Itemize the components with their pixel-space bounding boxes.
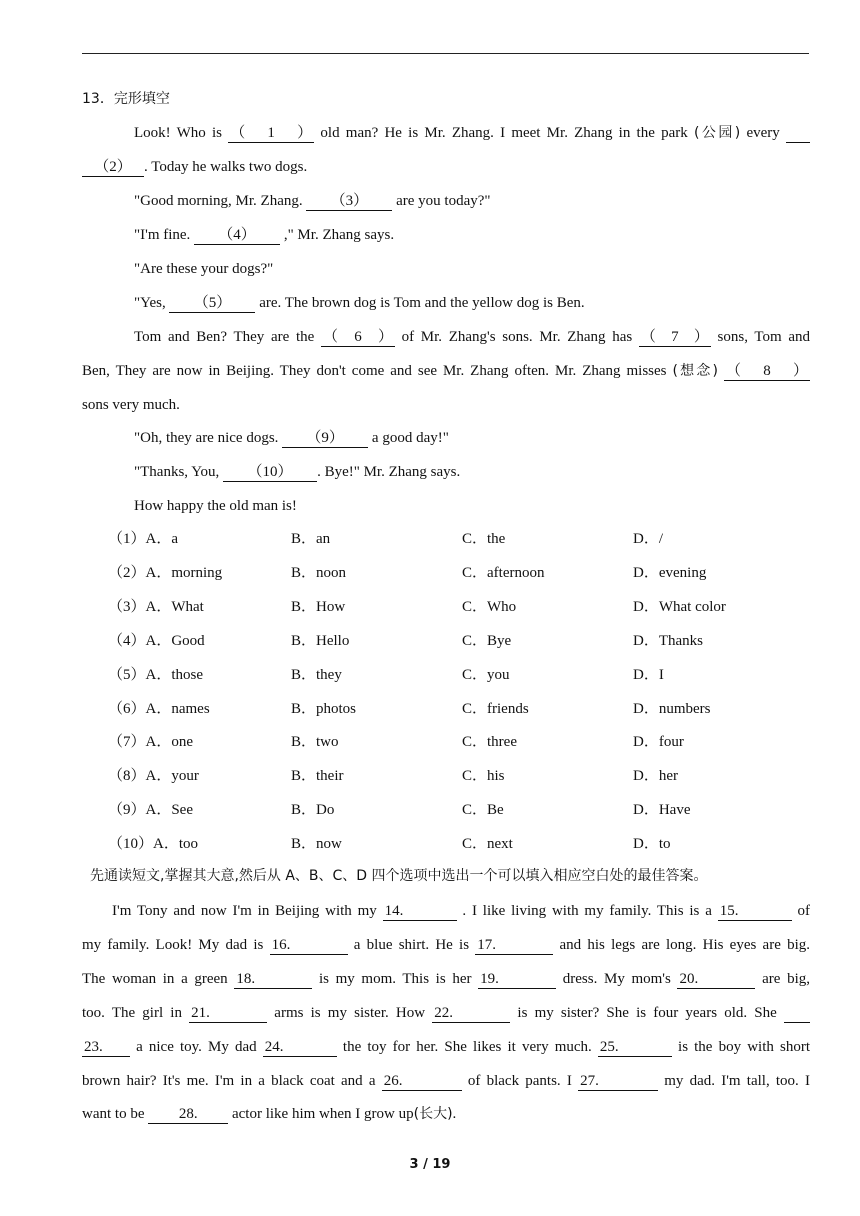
answer-option[interactable]: B．two — [291, 734, 339, 751]
answer-option[interactable]: C．Be — [462, 802, 504, 819]
answer-option[interactable]: B．now — [291, 836, 342, 853]
passage-line: "I'm fine. （4） ," Mr. Zhang says. — [134, 227, 395, 243]
answer-option[interactable]: （10）A．too — [108, 836, 199, 853]
answer-option[interactable]: D．Thanks — [633, 632, 703, 649]
option-row — [108, 563, 808, 583]
answer-option[interactable]: （8）A．your — [108, 768, 199, 785]
passage-line: "Thanks, You, （10） . Bye!" Mr. Zhang says. — [134, 464, 461, 480]
option-row — [108, 631, 808, 651]
passage-line: "Are these your dogs?" — [134, 261, 274, 277]
answer-option[interactable]: B．noon — [291, 564, 347, 581]
passage-line: Ben, They are now in Beijing. They don't come and see Mr. Zhang often. Mr. Zhang misses (想念) （8） — [82, 363, 808, 379]
answer-option[interactable]: C．three — [462, 734, 517, 751]
answer-blank[interactable]: 22. — [432, 1005, 510, 1023]
option-row — [108, 665, 808, 685]
passage-line: my family. Look! My dad is 16. a blue shirt. He is 17. and his legs are long. His eyes are big. — [82, 937, 810, 953]
answer-option[interactable]: D．numbers — [633, 700, 711, 717]
answer-option[interactable]: （7）A．one — [108, 734, 193, 751]
answer-option[interactable]: C．friends — [462, 700, 529, 717]
passage-line: I'm Tony and now I'm in Beijing with my 14. . I like living with my family. This is a 15. of — [112, 903, 811, 919]
passage-line: "Oh, they are nice dogs. （9） a good day!" — [134, 430, 449, 446]
answer-blank[interactable]: 25. — [598, 1039, 672, 1057]
passage-line: Tom and Ben? They are the （6） of Mr. Zhang's sons. Mr. Zhang has （7） sons, Tom and — [134, 329, 810, 345]
answer-blank[interactable]: 18. — [234, 971, 312, 989]
answer-option[interactable]: C．afternoon — [462, 564, 545, 581]
answer-blank[interactable]: 19. — [478, 971, 556, 989]
answer-option[interactable]: B．their — [291, 768, 344, 785]
header-rule — [82, 53, 809, 54]
answer-blank[interactable]: （1） — [230, 125, 313, 141]
answer-blank[interactable] — [784, 1005, 810, 1023]
answer-blank[interactable]: 16. — [270, 937, 348, 955]
passage-line: brown hair? It's me. I'm in a black coat and a 26. of black pants. I 27. my dad. I'm tall, too. I — [82, 1073, 810, 1089]
answer-blank[interactable]: （5） — [169, 295, 255, 313]
passage-line: The woman in a green 18. is my mom. This is her 19. dress. My mom's 20. are big, — [82, 971, 810, 987]
answer-option[interactable]: C．Who — [462, 598, 517, 615]
answer-blank[interactable]: （10） — [223, 464, 317, 482]
answer-option[interactable]: B．Do — [291, 802, 335, 819]
answer-option[interactable]: （3）A．What — [108, 598, 204, 615]
option-row — [108, 699, 808, 719]
answer-option[interactable]: （1）A．a — [108, 531, 178, 547]
answer-blank[interactable]: （2） — [82, 159, 144, 177]
answer-option[interactable]: C．Bye — [462, 632, 512, 649]
answer-blank[interactable]: （8） — [726, 363, 808, 379]
answer-option[interactable]: D．Have — [633, 802, 691, 819]
option-row — [108, 732, 808, 752]
answer-option[interactable]: D．four — [633, 734, 684, 751]
answer-option[interactable]: B．photos — [291, 700, 357, 717]
answer-blank[interactable]: 24. — [263, 1039, 337, 1057]
answer-blank[interactable]: 27. — [578, 1073, 658, 1091]
answer-blank[interactable]: （6） — [322, 329, 393, 345]
answer-option[interactable]: C．the — [462, 531, 506, 547]
answer-blank[interactable]: 15. — [718, 903, 792, 921]
answer-option[interactable]: B．Hello — [291, 632, 350, 649]
instruction-text: 先通读短文,掌握其大意,然后从 A、B、C、D 四个选项中选出一个可以填入相应空白处的最佳答案。 — [90, 868, 708, 884]
passage-line: sons very much. — [82, 397, 180, 413]
passage-line: （2） . Today he walks two dogs. — [82, 157, 810, 177]
answer-option[interactable]: C．next — [462, 836, 513, 853]
option-row — [108, 834, 808, 854]
answer-blank[interactable] — [786, 125, 810, 143]
answer-option[interactable]: B．How — [291, 598, 346, 615]
answer-option[interactable]: （5）A．those — [108, 666, 203, 683]
answer-option[interactable]: （9）A．See — [108, 802, 193, 819]
passage-line: want to be 28. actor like him when I grow up(长大). — [82, 1106, 457, 1122]
answer-blank[interactable]: 20. — [677, 971, 755, 989]
answer-option[interactable]: D．/ — [633, 531, 664, 547]
answer-blank[interactable]: （7） — [640, 329, 709, 345]
answer-option[interactable]: D．to — [633, 836, 671, 853]
option-row — [108, 529, 808, 549]
answer-blank[interactable]: （3） — [306, 193, 392, 211]
answer-blank[interactable]: 26. — [382, 1073, 462, 1091]
answer-option[interactable]: C．you — [462, 666, 510, 683]
answer-option[interactable]: （6）A．names — [108, 700, 210, 717]
answer-option[interactable]: D．What color — [633, 598, 726, 615]
answer-blank[interactable]: （9） — [282, 430, 368, 448]
answer-option[interactable]: C．his — [462, 768, 505, 785]
passage-line: How happy the old man is! — [134, 498, 297, 514]
answer-blank[interactable]: 17. — [475, 937, 553, 955]
passage-line: Look! Who is （1） old man? He is Mr. Zhang. I meet Mr. Zhang in the park (公园) every — [134, 123, 810, 143]
option-row — [108, 597, 808, 617]
answer-option[interactable]: B．an — [291, 531, 331, 547]
page-number: 3 / 19 — [409, 1157, 451, 1172]
answer-blank[interactable]: 23. — [82, 1039, 130, 1057]
option-row — [108, 766, 808, 786]
option-row — [108, 800, 808, 820]
passage-line: "Yes, （5） are. The brown dog is Tom and the yellow dog is Ben. — [134, 295, 585, 311]
question-title: 13．完形填空 — [82, 91, 170, 107]
passage-line: "Good morning, Mr. Zhang. （3） are you today?" — [134, 193, 491, 209]
passage-line: too. The girl in 21. arms is my sister. How 22. is my sister? She is four years old. She — [82, 1003, 810, 1023]
passage-line: 23. a nice toy. My dad 24. the toy for her. She likes it very much. 25. is the boy with short — [84, 1039, 810, 1055]
answer-option[interactable]: D．evening — [633, 564, 707, 581]
answer-blank[interactable]: 28. — [148, 1106, 228, 1124]
answer-option[interactable]: D．I — [633, 666, 664, 683]
answer-option[interactable]: D．her — [633, 768, 678, 785]
answer-blank[interactable]: （4） — [194, 227, 280, 245]
answer-option[interactable]: （2）A．morning — [108, 564, 223, 581]
answer-option[interactable]: B．they — [291, 666, 342, 683]
answer-blank[interactable]: 14. — [383, 903, 457, 921]
answer-option[interactable]: （4）A．Good — [108, 632, 205, 649]
answer-blank[interactable]: 21. — [189, 1005, 267, 1023]
